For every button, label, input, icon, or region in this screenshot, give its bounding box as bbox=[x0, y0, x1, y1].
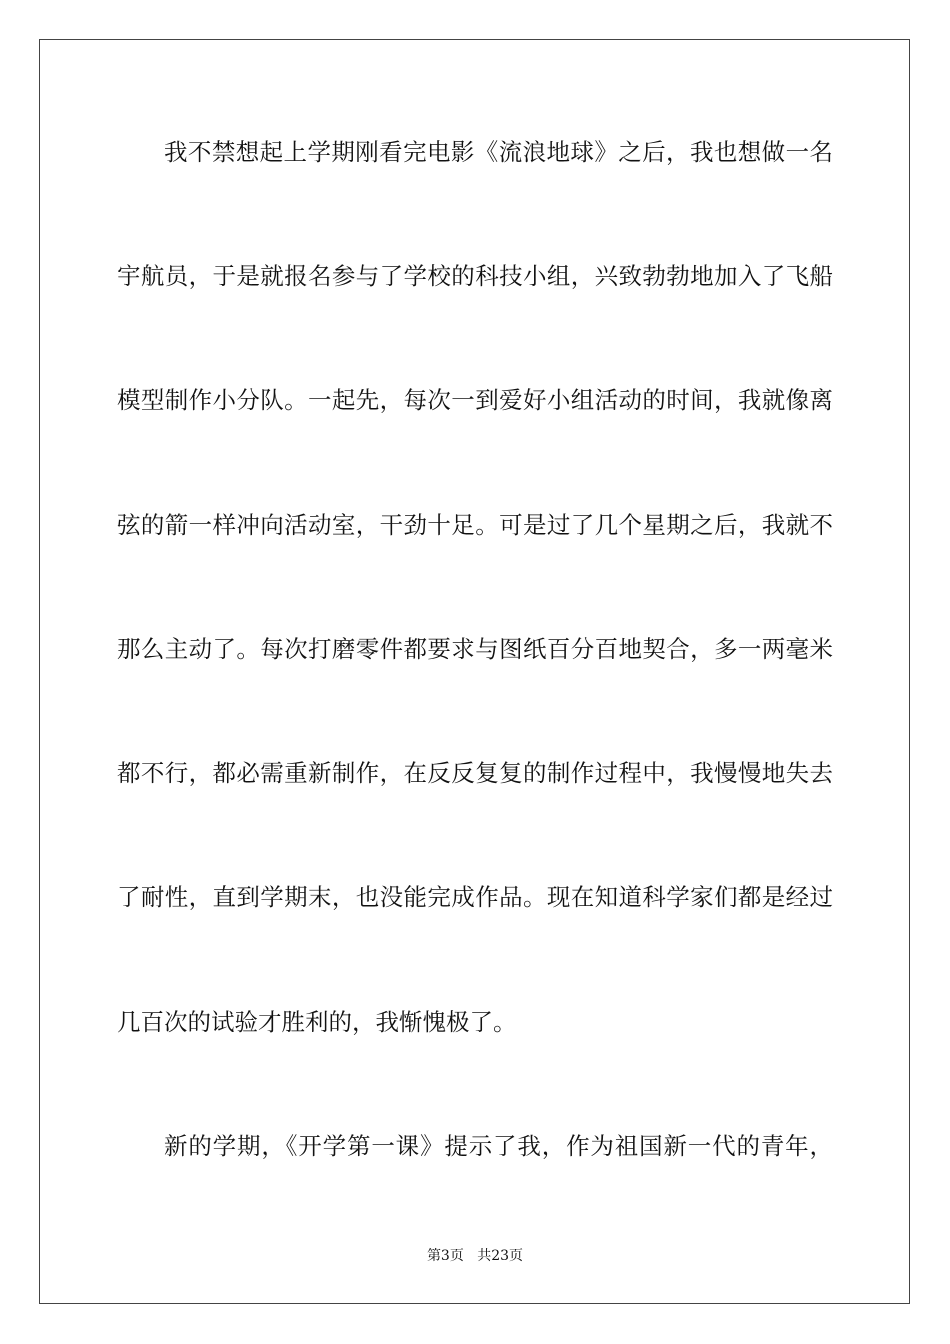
paragraph-1-line-6: 都不行，都必需重新制作，在反反复复的制作过程中，我慢慢地失去 bbox=[117, 759, 833, 787]
paragraph-2-line-1: 新的学期，《开学第一课》提示了我，作为祖国新一代的青年， bbox=[164, 1132, 833, 1160]
paragraph-1-line-3: 模型制作小分队。一起先，每次一到爱好小组活动的时间，我就像离 bbox=[117, 386, 833, 414]
paragraph-1-line-7: 了耐性，直到学期末，也没能完成作品。现在知道科学家们都是经过 bbox=[117, 883, 833, 911]
page-total: 共23页 bbox=[477, 1248, 524, 1264]
page-number: 第3页 bbox=[426, 1248, 464, 1264]
paragraph-1-line-4: 弦的箭一样冲向活动室，干劲十足。可是过了几个星期之后，我就不 bbox=[117, 511, 833, 539]
paragraph-1-line-1: 我不禁想起上学期刚看完电影《流浪地球》之后，我也想做一名 bbox=[164, 138, 833, 166]
page-footer bbox=[0, 1247, 950, 1265]
paragraph-1-line-5: 那么主动了。每次打磨零件都要求与图纸百分百地契合，多一两毫米 bbox=[117, 635, 833, 663]
page-border bbox=[39, 39, 910, 1304]
paragraph-1-line-2: 宇航员，于是就报名参与了学校的科技小组，兴致勃勃地加入了飞船 bbox=[117, 262, 833, 290]
paragraph-1-line-8: 几百次的试验才胜利的，我惭愧极了。 bbox=[117, 1008, 517, 1036]
